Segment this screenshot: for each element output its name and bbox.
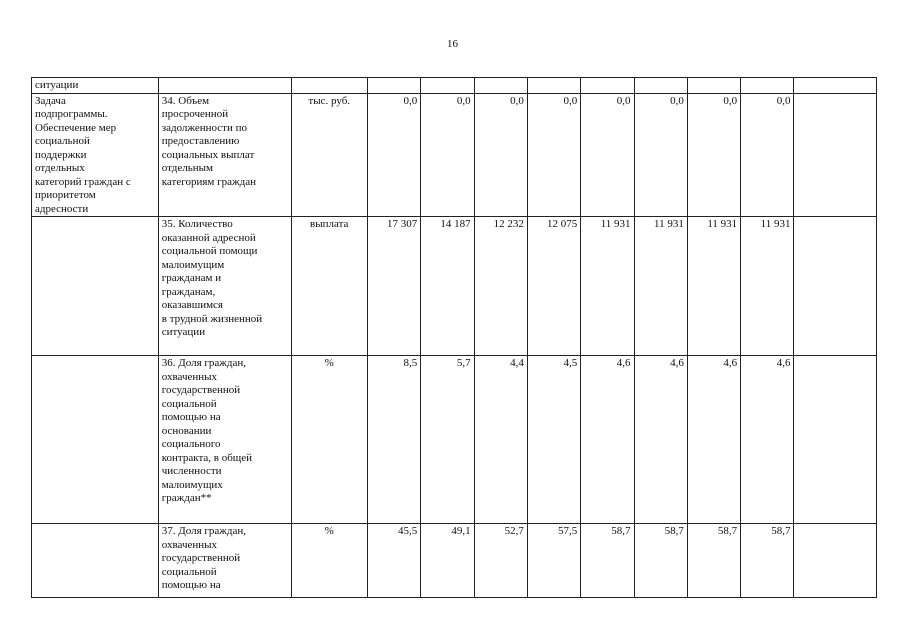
value-cell: 0,0 (367, 93, 420, 217)
value-cell: 5,7 (421, 356, 474, 524)
value-cell: 17 307 (367, 217, 420, 356)
task-cell (32, 356, 159, 524)
table-row (32, 217, 877, 356)
task-cell (32, 524, 159, 598)
value-cell: 58,7 (634, 524, 687, 598)
value-cell: 4,6 (687, 356, 740, 524)
value-cell (421, 78, 474, 94)
unit-cell: выплата (291, 217, 367, 356)
value-cell: 0,0 (527, 93, 580, 217)
value-cell: 0,0 (581, 93, 634, 217)
indicator-cell: 35. Количество оказанной адресной социальной помощи малоимущим гражданам и гражданам, оказавшимся в трудной жизненной ситуации (158, 217, 291, 356)
value-cell: 4,6 (741, 356, 794, 524)
value-cell: 0,0 (474, 93, 527, 217)
value-cell: 49,1 (421, 524, 474, 598)
value-cell: 8,5 (367, 356, 420, 524)
value-cell: 0,0 (634, 93, 687, 217)
unit-cell: тыс. руб. (291, 93, 367, 217)
unit-cell: % (291, 356, 367, 524)
value-cell: 0,0 (687, 93, 740, 217)
value-cell: 12 232 (474, 217, 527, 356)
value-cell: 4,6 (634, 356, 687, 524)
value-cell (687, 78, 740, 94)
unit-cell: % (291, 524, 367, 598)
page-number: 16 (447, 38, 458, 50)
table-row (32, 93, 877, 217)
indicators-table (31, 77, 877, 598)
value-cell (741, 78, 794, 94)
value-cell (634, 78, 687, 94)
value-cell (474, 78, 527, 94)
value-cell: 11 931 (741, 217, 794, 356)
extra-cell (794, 93, 877, 217)
value-cell: 11 931 (634, 217, 687, 356)
indicator-cell: 37. Доля граждан, охваченных государственной социальной помощью на (158, 524, 291, 598)
value-cell (367, 78, 420, 94)
value-cell: 0,0 (741, 93, 794, 217)
indicator-cell (158, 78, 291, 94)
extra-cell (794, 524, 877, 598)
extra-cell (794, 356, 877, 524)
value-cell: 12 075 (527, 217, 580, 356)
value-cell: 11 931 (687, 217, 740, 356)
value-cell: 0,0 (421, 93, 474, 217)
value-cell: 58,7 (687, 524, 740, 598)
extra-cell (794, 217, 877, 356)
table-row (32, 78, 877, 94)
value-cell: 52,7 (474, 524, 527, 598)
value-cell: 14 187 (421, 217, 474, 356)
value-cell: 45,5 (367, 524, 420, 598)
value-cell (581, 78, 634, 94)
indicator-cell: 36. Доля граждан, охваченных государственной социальной помощью на основании социального контракта, в общей численности малоимущих граждан** (158, 356, 291, 524)
table-row (32, 524, 877, 598)
value-cell: 4,4 (474, 356, 527, 524)
value-cell: 57,5 (527, 524, 580, 598)
task-cell: Задача подпрограммы. Обеспечение мер социальной поддержки отдельных категорий граждан с приоритетом адресности (32, 93, 159, 217)
task-cell: ситуации (32, 78, 159, 94)
value-cell (527, 78, 580, 94)
value-cell: 4,6 (581, 356, 634, 524)
value-cell: 58,7 (581, 524, 634, 598)
value-cell: 11 931 (581, 217, 634, 356)
value-cell: 58,7 (741, 524, 794, 598)
value-cell: 4,5 (527, 356, 580, 524)
table-row (32, 356, 877, 524)
task-cell (32, 217, 159, 356)
unit-cell (291, 78, 367, 94)
indicator-cell: 34. Объем просроченной задолженности по предоставлению социальных выплат отдельным категориям граждан (158, 93, 291, 217)
extra-cell (794, 78, 877, 94)
